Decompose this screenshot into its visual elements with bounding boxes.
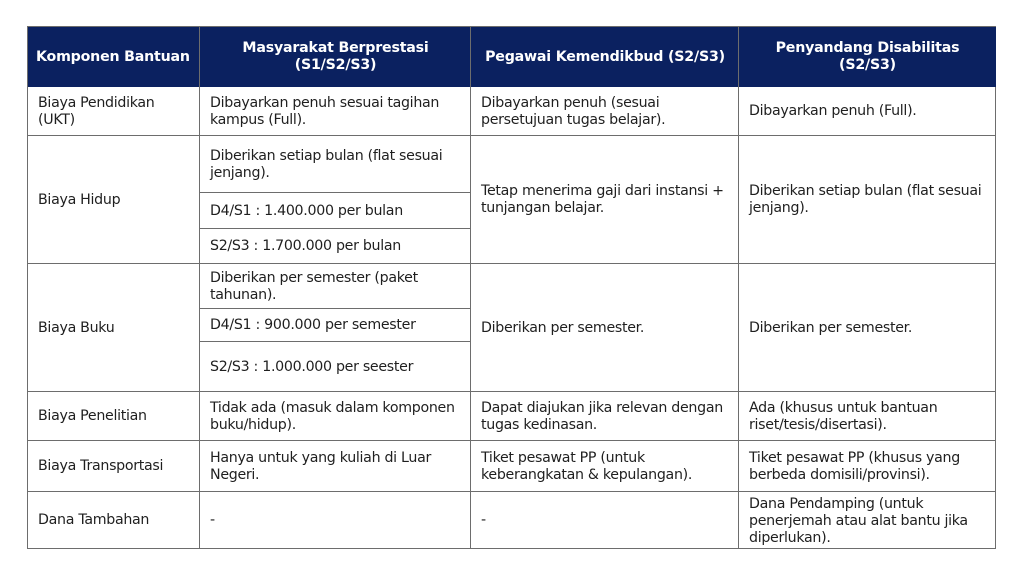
column-divider xyxy=(738,27,739,549)
column-divider xyxy=(199,27,200,549)
cell-tambahan-pegawai: - xyxy=(481,512,486,528)
cell-transportasi-disabilitas: Tiket pesawat PP (khusus yang berbeda domisili/provinsi). xyxy=(749,449,960,483)
subrow-divider xyxy=(199,192,471,193)
row-label-hidup: Biaya Hidup xyxy=(38,191,121,208)
row-label-penelitian: Biaya Penelitian xyxy=(38,408,147,424)
row-divider xyxy=(28,491,996,492)
subrow-divider xyxy=(199,228,471,229)
row-label-buku: Biaya Buku xyxy=(38,319,115,336)
cell-buku-masyarakat-d4s1: D4/S1 : 900.000 per semester xyxy=(210,317,416,333)
cell-transportasi-pegawai: Tiket pesawat PP (untuk keberangkatan & kepulangan). xyxy=(481,449,693,483)
row-label-ukt: Biaya Pendidikan (UKT) xyxy=(38,94,155,128)
row-divider xyxy=(28,135,996,136)
cell-tambahan-disabilitas: Dana Pendamping (untuk penerjemah atau alat bantu jika diperlukan). xyxy=(749,496,968,546)
cell-hidup-pegawai: Tetap menerima gaji dari instansi + tunjangan belajar. xyxy=(481,183,724,216)
cell-ukt-masyarakat: Dibayarkan penuh sesuai tagihan kampus (Full). xyxy=(210,94,440,128)
header-komponen: Komponen Bantuan xyxy=(28,27,200,87)
cell-buku-masyarakat-desc: Diberikan per semester (paket tahunan). xyxy=(210,269,418,303)
cell-ukt-pegawai: Dibayarkan penuh (sesuai persetujuan tugas belajar). xyxy=(481,94,666,128)
cell-penelitian-masyarakat: Tidak ada (masuk dalam komponen buku/hidup). xyxy=(210,399,455,433)
cell-tambahan-masyarakat: - xyxy=(210,512,215,528)
row-divider xyxy=(28,263,996,264)
cell-hidup-masyarakat-s2s3: S2/S3 : 1.700.000 per bulan xyxy=(210,238,401,254)
row-label-transportasi: Biaya Transportasi xyxy=(38,458,164,474)
header-disabilitas: Penyandang Disabilitas (S2/S3) xyxy=(739,27,996,87)
cell-transportasi-masyarakat: Hanya untuk yang kuliah di Luar Negeri. xyxy=(210,449,431,483)
row-divider xyxy=(28,440,996,441)
row-divider xyxy=(28,391,996,392)
column-divider xyxy=(470,27,471,549)
cell-buku-pegawai: Diberikan per semester. xyxy=(481,319,645,336)
cell-penelitian-disabilitas: Ada (khusus untuk bantuan riset/tesis/disertasi). xyxy=(749,399,938,433)
header-pegawai: Pegawai Kemendikbud (S2/S3) xyxy=(471,27,739,87)
cell-hidup-masyarakat-desc: Diberikan setiap bulan (flat sesuai jenjang). xyxy=(210,147,443,181)
subrow-divider xyxy=(199,308,471,309)
cell-buku-disabilitas: Diberikan per semester. xyxy=(749,319,913,336)
subrow-divider xyxy=(199,341,471,342)
row-label-tambahan: Dana Tambahan xyxy=(38,512,150,528)
cell-hidup-disabilitas: Diberikan setiap bulan (flat sesuai jenjang). xyxy=(749,183,982,216)
cell-hidup-masyarakat-d4s1: D4/S1 : 1.400.000 per bulan xyxy=(210,202,403,219)
header-masyarakat: Masyarakat Berprestasi (S1/S2/S3) xyxy=(200,27,471,87)
comparison-table xyxy=(27,26,996,549)
cell-ukt-disabilitas: Dibayarkan penuh (Full). xyxy=(749,103,917,119)
cell-penelitian-pegawai: Dapat diajukan jika relevan dengan tugas kedinasan. xyxy=(481,399,723,433)
cell-buku-masyarakat-s2s3: S2/S3 : 1.000.000 per seester xyxy=(210,358,414,375)
